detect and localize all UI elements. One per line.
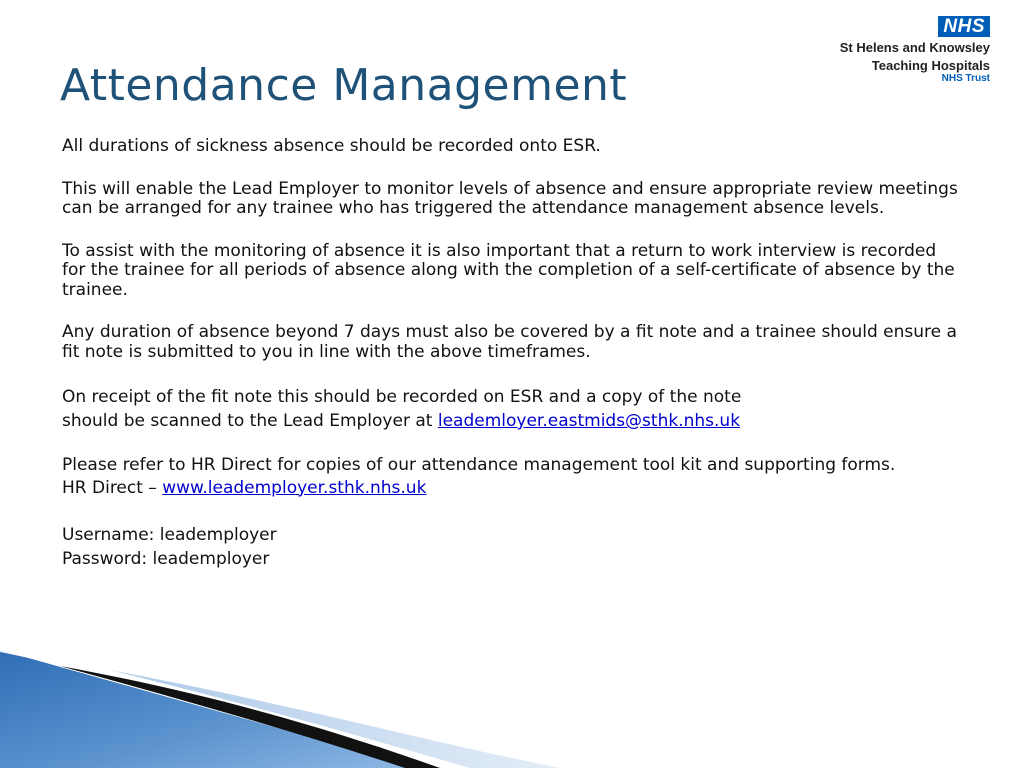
paragraph-hr-direct: Please refer to HR Direct for copies of our attendance management tool kit and supporting forms. (62, 455, 896, 475)
org-name-line1: St Helens and Knowsley (839, 40, 990, 55)
hr-direct-prefix: HR Direct – (62, 477, 163, 498)
nhs-badge: NHS (938, 16, 990, 37)
org-name-line3: NHS Trust (941, 73, 990, 84)
org-name-line2: Teaching Hospitals (871, 58, 990, 73)
paragraph-fit-note-receipt (62, 385, 962, 433)
paragraph-return-to-work: To assist with the monitoring of absence it is also important that a return to work interview is recorded for the trainee for all periods of absence along with the completion of a self-certificate of absence by the trainee. (62, 240, 955, 300)
lead-employer-email-link[interactable]: leademloyer.eastmids@sthk.nhs.uk (437, 411, 741, 431)
nhs-trust-logo (840, 16, 990, 84)
paragraph-esr-recording: All durations of sickness absence should be recorded onto ESR. (62, 136, 601, 156)
slide-body (62, 137, 962, 594)
password-text: Password: leademployer (62, 548, 270, 569)
page-title: Attendance Management (60, 60, 628, 111)
paragraph-fit-note: Any duration of absence beyond 7 days must also be covered by a fit note and a trainee should ensure a fit note is submitted to you in line with the above timeframes. (62, 322, 957, 362)
fit-note-receipt-line2: should be scanned to the Lead Employer at (62, 411, 438, 431)
username-text: Username: leademployer (62, 524, 277, 545)
hr-direct-website-link[interactable]: www.leademployer.sthk.nhs.uk (162, 477, 427, 498)
decorative-swoosh (0, 640, 1024, 768)
fit-note-receipt-line1: On receipt of the fit note this should be recorded on ESR and a copy of the note (62, 387, 742, 407)
credentials-block (62, 523, 962, 571)
hr-direct-line (62, 476, 962, 500)
paragraph-monitoring: This will enable the Lead Employer to monitor levels of absence and ensure appropriate review meetings can be arranged for any trainee who has triggered the attendance management absence levels. (62, 178, 958, 218)
